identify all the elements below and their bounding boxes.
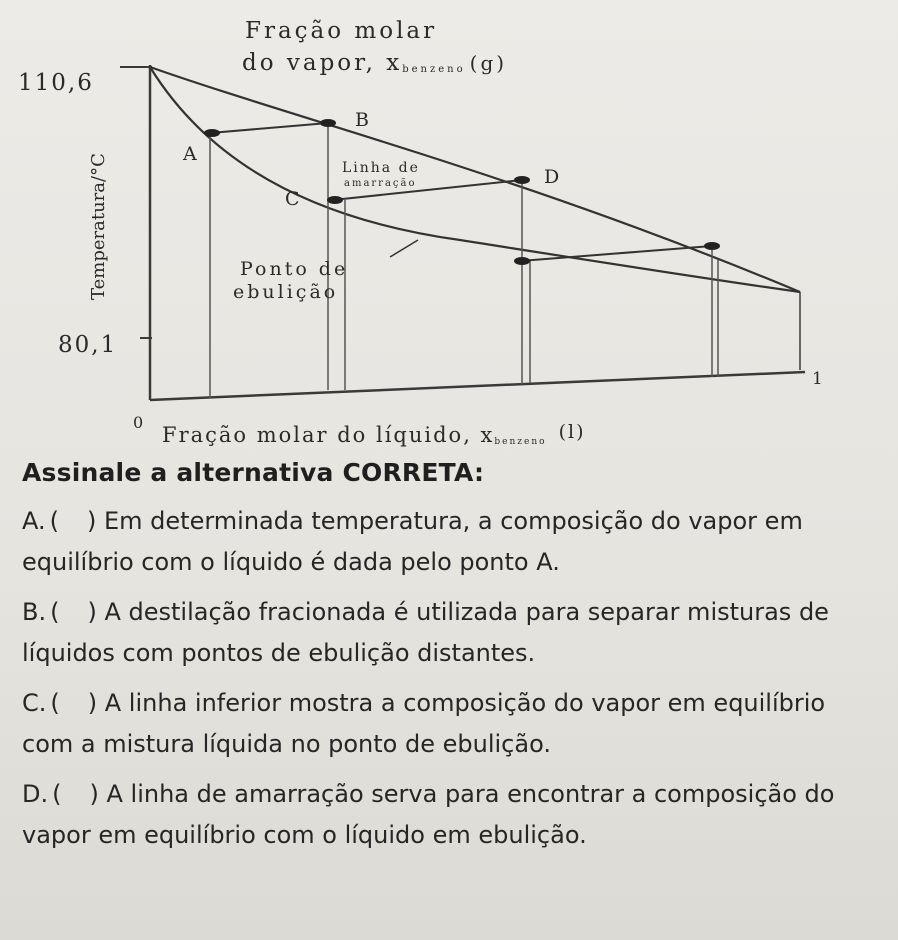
option-a-checkbox[interactable]: ( — [49, 507, 59, 535]
ebullition-pointer — [390, 240, 418, 257]
point-a-label: A — [183, 143, 197, 165]
tie-line-ab — [210, 123, 328, 133]
point-c-marker — [327, 196, 343, 204]
option-a[interactable] — [22, 501, 882, 583]
point-f-marker — [704, 242, 720, 250]
question-block — [22, 458, 882, 865]
y-top-value: 110,6 — [18, 70, 94, 96]
tie-line-label-2: amarração — [344, 178, 417, 189]
option-d-checkbox[interactable]: ( — [52, 780, 62, 808]
point-d-label: D — [544, 166, 560, 188]
top-label-line1: Fração molar — [245, 18, 438, 44]
option-c-checkbox[interactable]: ( — [50, 689, 60, 717]
question-title: Assinale a alternativa CORRETA: — [22, 458, 485, 487]
option-b-letter: B. — [22, 598, 47, 626]
boiling-label-2: ebulição — [233, 281, 339, 303]
x-axis — [150, 372, 805, 400]
y-axis-label: Temperatura/°C — [88, 153, 109, 300]
point-b-label: B — [355, 109, 369, 131]
tie-line-label-1: Linha de — [342, 160, 420, 176]
option-d-letter: D. — [22, 780, 49, 808]
x-axis-label: Fração molar do líquido, xbenzeno (l) — [162, 421, 586, 447]
option-b-checkbox[interactable]: ( — [50, 598, 60, 626]
point-a-marker — [204, 129, 220, 137]
x-min-label: 0 — [133, 413, 144, 432]
option-c-letter: C. — [22, 689, 47, 717]
top-label-line2: do vapor, xbenzeno (g) — [242, 50, 508, 76]
point-b-marker — [320, 119, 336, 127]
option-c[interactable] — [22, 683, 882, 765]
point-e-marker — [514, 257, 530, 265]
option-a-letter: A. — [22, 507, 46, 535]
option-c-text: ) A linha inferior mostra a composição do vapor em equilíbrio com a mistura líquida no ponto de ebulição. — [22, 689, 826, 758]
option-a-text: ) Em determinada temperatura, a composição do vapor em equilíbrio com o líquido é dada pelo ponto A. — [22, 507, 803, 576]
option-b-text: ) A destilação fracionada é utilizada para separar misturas de líquidos com pontos de ebulição distantes. — [22, 598, 829, 667]
point-c-label: C — [285, 188, 300, 210]
option-d[interactable] — [22, 774, 882, 856]
boiling-label-1: Ponto de — [240, 258, 349, 280]
option-d-text: ) A linha de amarração serva para encontrar a composição do vapor em equilíbrio com o líquido em ebulição. — [22, 780, 835, 849]
point-d-marker — [514, 176, 530, 184]
phase-diagram — [0, 0, 898, 450]
option-b[interactable] — [22, 592, 882, 674]
y-bottom-value: 80,1 — [58, 332, 118, 358]
x-max-label: 1 — [812, 369, 823, 389]
